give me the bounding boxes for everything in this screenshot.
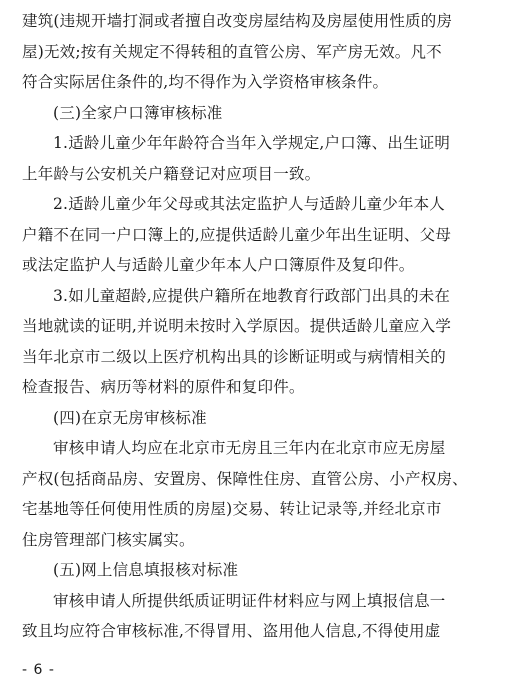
paragraph-line: 或法定监护人与适龄儿童少年本人户口簿原件及复印件。 xyxy=(22,256,415,274)
paragraph-line: 当年北京市二级以上医疗机构出具的诊断证明或与病情相关的 xyxy=(22,347,446,366)
paragraph-line: 致且均应符合审核标准,不得冒用、盗用他人信息,不得使用虚 xyxy=(22,622,441,640)
paragraph-line: 符合实际居住条件的,均不得作为入学资格审核条件。 xyxy=(22,73,389,91)
paragraph-line: 住房管理部门核实属实。 xyxy=(22,530,195,549)
paragraph-line: 当地就读的证明,并说明未按时入学原因。提供适龄儿童应入学 xyxy=(22,317,452,335)
paragraph-line: 1.适龄儿童少年年龄符合当年入学规定,户口簿、出生证明 xyxy=(53,134,451,152)
page-number: - 6 - xyxy=(22,662,55,678)
paragraph-line: 产权(包括商品房、安置房、保障性住房、直管公房、小产权房、 xyxy=(22,469,468,488)
paragraph-line: 审核申请人均应在北京市无房且三年内在北京市应无房屋 xyxy=(53,439,446,457)
paragraph-line: 上年龄与公安机关户籍登记对应项目一致。 xyxy=(22,164,321,183)
paragraph-line: 屋)无效;按有关规定不得转租的直管公房、军产房无效。凡不 xyxy=(22,42,442,61)
paragraph-line: 3.如儿童超龄,应提供户籍所在地教育行政部门出具的未在 xyxy=(53,286,451,305)
paragraph-line: 检查报告、病历等材料的原件和复印件。 xyxy=(22,378,305,396)
paragraph-line: 建筑(违规开墙打洞或者擅自改变房屋结构及房屋使用性质的房 xyxy=(22,12,453,30)
section-heading-no-housing: (四)在京无房审核标准 xyxy=(53,408,207,427)
section-heading-household-register: (三)全家户口簿审核标准 xyxy=(53,103,223,122)
paragraph-line: 审核申请人所提供纸质证明证件材料应与网上填报信息一 xyxy=(53,591,446,610)
section-heading-online-info: (五)网上信息填报核对标准 xyxy=(53,561,239,579)
document-page xyxy=(22,6,492,647)
paragraph-line: 2.适龄儿童少年父母或其法定监护人与适龄儿童少年本人 xyxy=(53,195,445,213)
paragraph-line: 宅基地等任何使用性质的房屋)交易、转让记录等,并经北京市 xyxy=(22,500,442,518)
paragraph-line: 户籍不在同一户口簿上的,应提供适龄儿童少年出生证明、父母 xyxy=(22,225,452,244)
